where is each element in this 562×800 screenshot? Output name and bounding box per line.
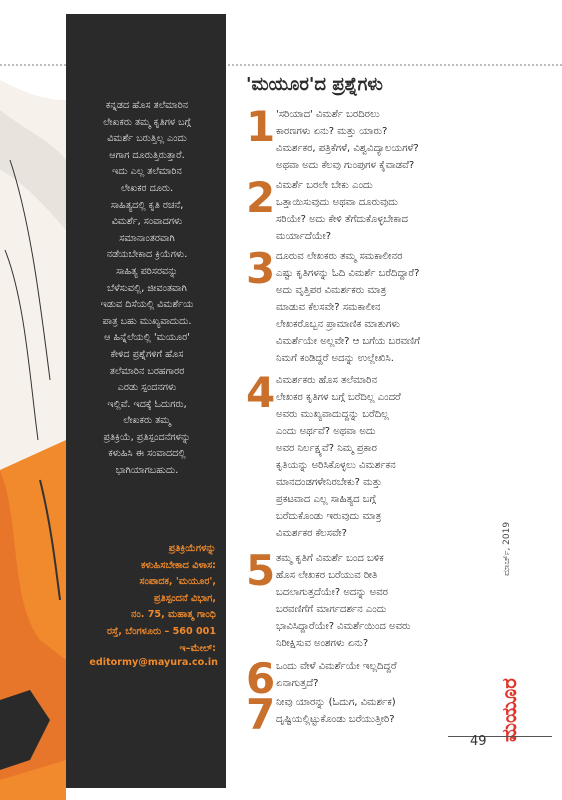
question-text: ಒಂದು ವೇಳೆ ವಿಮರ್ಶೆಯೇ ಇಲ್ಲದಿದ್ದರೆ ಏನಾಗುತ್ತದೆ? [276, 661, 397, 689]
question-number: 5 [246, 546, 276, 595]
question-text: ವಿಮರ್ಶೆ ಬರಲೇ ಬೇಕು ಎಂದು ಒತ್ತಾಯಿಸುವುದು ಅಥವಾ ದೂರುವುದು ಸರಿಯೇ? ಅದು ಕೇಳಿ ತೆಗೆದುಕೊಳ್ಳಬೇಕಾದ ಮರ್ಯಾದೆಯೇ? [276, 180, 408, 242]
question-text: ವಿಮರ್ಶಕರು ಹೊಸ ತಲೆಮಾರಿನ ಲೇಖಕರ ಕೃತಿಗಳ ಬಗ್ಗೆ ಬರೆದಿಲ್ಲ ಎಂದರೆ ಅವರು ಮುಖ್ಯವಾದುದ್ದನ್ನು ಬರೆದಿಲ್ಲ ಎಂದು ಅರ್ಥವೆ? ಅಥವಾ ಅದು ಅವರ ನಿರ್ಲಕ್ಷ್ಯವೆ? ನಿಮ್ಮ ಪ್ರಕಾರ ಕೃತಿಯನ್ನು ಅರಿಸಿಕೊಳ್ಳಲು ವಿಮರ್ಶಕನ ಮಾನದಂಡಗಳೇನಿರಬೇಕು? ಮತ್ತು ಪ್ರಕಟವಾದ ಎಲ್ಲ ಸಾಹಿತ್ಯದ ಬಗ್ಗೆ ಬರೆದುಕೊಂಡು ಇರುವುದು ಮಾತ್ರ ವಿಮರ್ಶಕರ ಕೆಲಸವೇ? [276, 375, 401, 539]
logo-text: ಮಯೂರ [497, 678, 521, 742]
question-number: 3 [246, 244, 276, 293]
question-number: 6 [246, 654, 276, 703]
contact-address: ಪ್ರತಿಕ್ರಿಯೆಗಳನ್ನು ಕಳುಹಿಸಬೇಕಾದ ವಿಳಾಸ: ಸಂಪಾದಕ, 'ಮಯೂರ', ಪ್ರತಿಸ್ಪಂದನೆ ವಿಭಾಗ, ನಂ. 75, ಮಹಾತ್ಮ ಗಾಂಧಿ ರಸ್ತೆ, ಬೆಂಗಳೂರು – 560 001 ಇ–ಮೇಲ್: [106, 543, 216, 654]
question-number: 2 [246, 173, 276, 222]
mayura-logo [492, 672, 524, 742]
question-text: ನೀವು ಯಾರನ್ನು (ಓದುಗ, ವಿಮರ್ಶಕ) ದೃಷ್ಟಿಯಲ್ಲಿಟ್ಟುಕೊಂಡು ಬರೆಯುತ್ತೀರಿ? [276, 697, 396, 725]
question-number: 1 [246, 102, 276, 151]
question-number: 7 [246, 690, 276, 739]
question-text: ದೂರುವ ಲೇಖಕರು ತಮ್ಮ ಸಮಕಾಲೀನರ ಎಷ್ಟು ಕೃತಿಗಳನ್ನು ಓದಿ ವಿಮರ್ಶೆ ಬರೆದಿದ್ದಾರೆ? ಅದು ವೃತ್ತಿಪರ ವಿಮರ್ಶಕರು ಮಾತ್ರ ಮಾಡುವ ಕೆಲಸವೇ? ಸಮಕಾಲೀನ ಲೇಖಕರೊಬ್ಬನ ಪ್ರಾಮಾಣಿಕ ಮಾತುಗಳು ವಿಮರ್ಶೆಯೇ ಅಲ್ಲವೇ? ಆ ಬಗೆಯ ಬರವಣಿಗೆ ನಿಮಗೆ ಕಂಡಿದ್ದರೆ ಅದನ್ನು ಉಲ್ಲೇಖಿಸಿ. [276, 251, 420, 364]
issue-date: ಮಾರ್ಚ್, 2019 [502, 521, 512, 576]
question-text: 'ಸರಿಯಾದ' ವಿಮರ್ಶೆ ಬರದಿರಲು ಕಾರಣಗಳು ಏನು? ಮತ್ತು ಯಾರು? ವಿಮರ್ಶಕರ, ಪತ್ರಿಕೆಗಳೆ, ವಿಶ್ವವಿದ್ಯಾಲಯಗಳೆ? ಅಥವಾ ಅದು ಕೆಲವು ಗುಂಪುಗಳ ಕೈವಾಡವೆ? [276, 109, 419, 171]
question-text: ತಮ್ಮ ಕೃತಿಗೆ ವಿಮರ್ಶೆ ಬಂದ ಬಳಿಕ ಹೊಸ ಲೇಖಕರ ಬರೆಯುವ ರೀತಿ ಬದಲಾಗುತ್ತದೆಯೇ? ಅದನ್ನು ಅವರ ಬರವಣಿಗೆಗೆ ಮಾರ್ಗದರ್ಶನ ಎಂದು ಭಾವಿಸಿದ್ದಾರೆಯೇ? ವಿಮರ್ಶೆಯಿಂದ ಅವರು ನಿರೀಕ್ಷಿಸುವ ಅಂಶಗಳು ಏನು? [276, 553, 411, 649]
contact-email[interactable]: editormy@mayura.co.in [89, 657, 218, 668]
page-title: 'ಮಯೂರ'ದ ಪ್ರಶ್ನೆಗಳು [246, 74, 383, 95]
page-number: 49 [470, 734, 487, 749]
illustration-strip [0, 0, 66, 800]
question-number: 4 [246, 368, 276, 417]
intro-text: ಕನ್ನಡದ ಹೊಸ ತಲೆಮಾರಿನ ಲೇಖಕರು ತಮ್ಮ ಕೃತಿಗಳ ಬಗ್ಗೆ ವಿಮರ್ಶೆ ಬರುತ್ತಿಲ್ಲ ಎಂದು ಆಗಾಗ ದೂರುತ್ತಿರುತ್ತಾರೆ. ಇದು ಎಲ್ಲ ತಲೆಮಾರಿನ ಲೇಖಕರ ದೂರು. ಸಾಹಿತ್ಯದಲ್ಲಿ ಕೃತಿ ರಚನೆ, ವಿಮರ್ಶೆ, ಸಂವಾದಗಳು ಸಮಾನಾಂತರವಾಗಿ ನಡೆಯಬೇಕಾದ ಕ್ರಿಯೆಗಳು. ಸಾಹಿತ್ಯ ಪರಿಸರವನ್ನು ಬೆಳೆಸುವಲ್ಲಿ, ಜೀವಂತವಾಗಿ ಇಡುವ ದಿಸೆಯಲ್ಲಿ ವಿಮರ್ಶೆಯ ಪಾತ್ರ ಬಹು ಮುಖ್ಯವಾದುದು. ಆ ಹಿನ್ನೆಲೆಯಲ್ಲಿ 'ಮಯೂರ' ಕೇಳಿದ ಪ್ರಶ್ನೆಗಳಿಗೆ ಹೊಸ ತಲೆಮಾರಿನ ಬರಹಗಾರರ ಎರಡು ಸ್ಪಂದನಗಳು ಇಲ್ಲಿವೆ. ಇದಕ್ಕೆ ಓದುಗರು, ಲೇಖಕರು ತಮ್ಮ ಪ್ರತಿಕ್ರಿಯೆ, ಪ್ರತಿಸ್ಪಂದನೆಗಳನ್ನು ಕಳುಹಿಸಿ ಈ ಸಂವಾದದಲ್ಲಿ ಭಾಗಿಯಾಗಬಹುದು. [100, 100, 194, 477]
footer-rule [448, 736, 552, 737]
